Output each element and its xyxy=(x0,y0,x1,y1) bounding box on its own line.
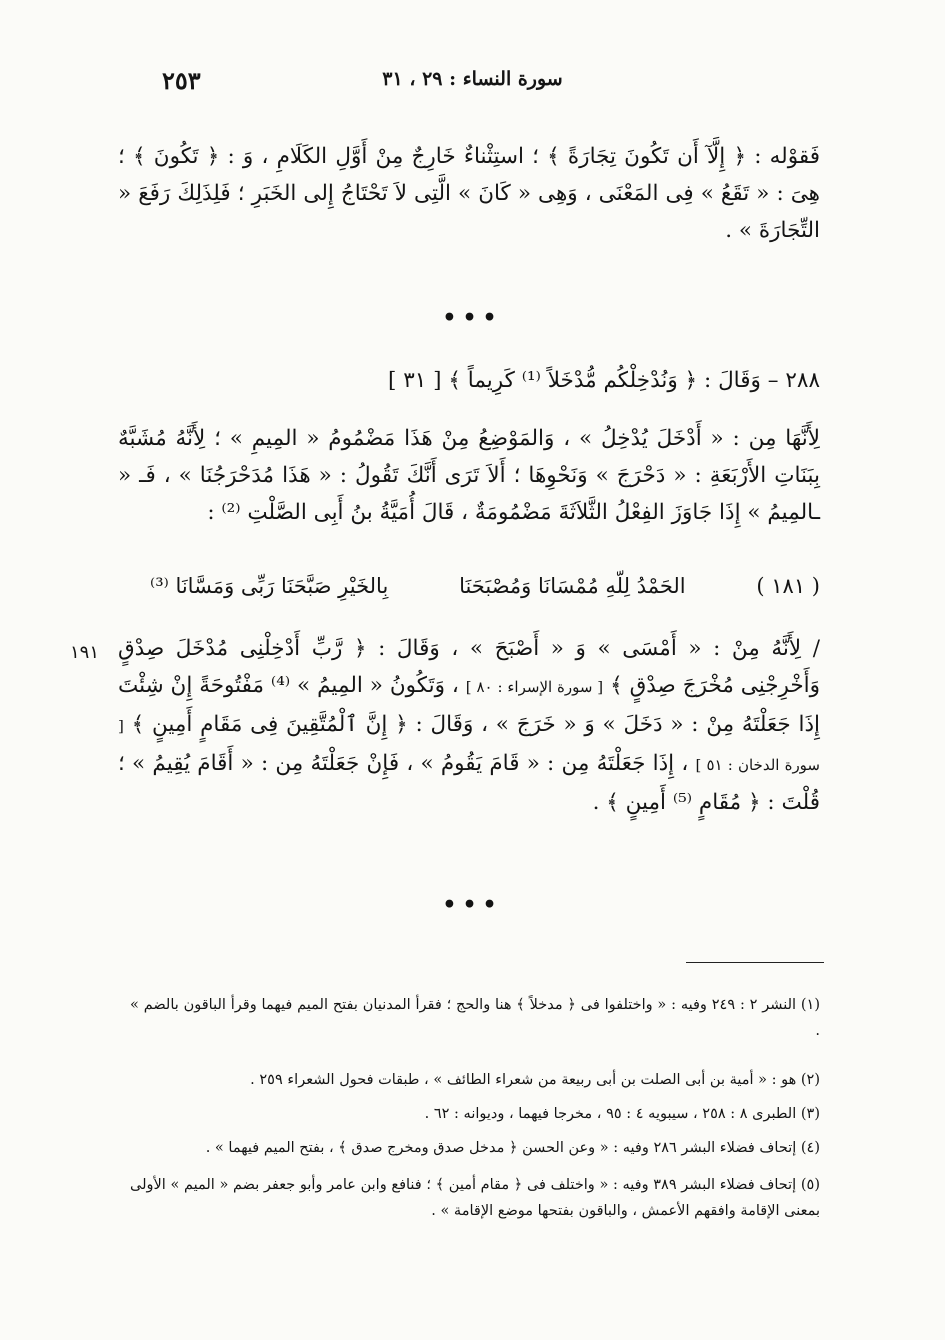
footnote-divider xyxy=(686,962,824,963)
running-head: سورة النساء : ٢٩ ، ٣١ xyxy=(382,68,563,90)
section-separator-2: ••• xyxy=(442,892,503,918)
quran-reference-1: [ سورة الإسراء : ٨٠ ] xyxy=(465,678,604,696)
footnote-5: (٥) إتحاف فضلاء البشر ٣٨٩ وفيه : « واختلف فى ﴿ مقام أمين ﴾ ؛ فنافع وابن عامر وأبو جعفر بضم « الميم » الأولى بمعنى الإقامة وافقهم الأعمش ، والباقون بفتحها موضع الإقامة » . xyxy=(130,1177,820,1219)
paragraph-2: لِأَنَّهَا مِن : « أَدْخَلَ يُدْخِلُ » ، وَالمَوْضِعُ مِنْ هَذَا مَضْمُومُ « المِيمِ » ؛ لِأَنَّهُ مُشَبَّهٌ بِبَنَاتِ الأَرْبَعَةِ : « دَحْرَجَ » وَنَحْوِهَا ؛ أَلاَ تَرَى أَنَّكَ تَقُولُ : « هَذَا مُدَحْرَجُنَا » ، فَـ « ـالمِيمُ » إِذَا جَاوَزَ الفِعْلُ الثَّلاَثَةَ مَضْمُومَةٌ ، قَالَ أُمَيَّةُ بنُ أَبِى الصَّلْتِ ⁽²⁾ : xyxy=(118,426,820,525)
footnote-4: (٤) إتحاف فضلاء البشر ٢٨٦ وفيه : « وعن الحسن ﴿ مدخل صدق ومخرج صدق ﴾ ، بفتح الميم فيهما » . xyxy=(205,1140,820,1156)
page-number: ٢٥٣ xyxy=(162,66,201,95)
footnote-2: (٢) هو : « أمية بن أبى الصلت بن أبى ربيعة من شعراء الطائف » ، طبقات فحول الشعراء ٢٥٩ . xyxy=(250,1072,820,1088)
verse-hemistich-2: بِالخَيْرِ صَبَّحَنَا رَبِّى وَمَسَّانَا ⁽³⁾ xyxy=(150,574,389,598)
verse-number: ( ١٨١ ) xyxy=(756,574,820,598)
verse-hemistich-1: الحَمْدُ لِلّهِ مُمْسَانَا وَمُصْبَحَنَا xyxy=(459,574,686,598)
poem-verse xyxy=(150,574,820,598)
quran-reference-2: [ سورة الدخان : ٥١ ] xyxy=(118,717,820,774)
page-header xyxy=(150,66,795,106)
footnote-1: (١) النشر ٢ : ٢٤٩ وفيه : « واختلفوا فى ﴿ مدخلاً ﴾ هنا والحج ؛ فقرأ المدنيان بفتح الميم فيهما وقرأ الباقون بالضم » . xyxy=(130,997,820,1039)
paragraph-3 xyxy=(118,630,820,821)
entry-text: وَقَالَ : ﴿ وَنُدْخِلْكُم مُّدْخَلاً ⁽¹⁾ كَرِيماً ﴾ [ ٣١ ] xyxy=(387,368,761,393)
section-separator: ••• xyxy=(442,305,503,331)
entry-heading xyxy=(118,362,820,399)
margin-number: ١٩١ xyxy=(70,642,100,663)
paragraph-1: فَقوْله : ﴿ إِلَّآ أَن تَكُونَ تِجَارَةً ﴾ ؛ استِثْناءٌ خَارِجٌ مِنْ أَوَّلِ الكَلَامِ ، وَ : ﴿ تَكُونَ ﴾ ؛ هِىَ : « تَقَعُ » فِى المَعْنَى ، وَهِى « كَانَ » الَّتِى لاَ تَحْتَاجُ إِلى الخَبَرِ ؛ فَلِذَلِكَ رَفَعَ « التِّجَارَةَ » . xyxy=(118,144,820,243)
paragraph-3-part-3: ، إِذَا جَعَلْتَهُ مِن : « قَامَ يَقُومُ » ، فَإِنْ جَعَلْتَهُ مِن : « أَقَامَ يُقِيمُ » ؛ قُلْتَ : ﴿ مُقَامٍ ⁽⁵⁾ أَمِينٍ ﴾ . xyxy=(118,751,820,815)
entry-number: ٢٨٨ – xyxy=(767,368,820,393)
paragraph-3-part-1: / لِأَنَّهُ مِنْ : « أَمْسَى » وَ « أَصْبَحَ » ، وَقَالَ : ﴿ رَّبِّ أَدْخِلْنِى مُدْخَلَ صِدْقٍ وَأَخْرِجْنِى مُخْرَجَ صِدْقٍ ﴾ xyxy=(118,636,820,698)
paragraph-3-part-2: ، وَتَكُونُ « المِيمُ » ⁽⁴⁾ مَفْتُوحَةً إِنْ شِئْتَ إِذَا جَعَلْتَهُ مِنْ : « دَخَلَ » وَ « خَرَجَ » ، وَقَالَ : ﴿ إِنَّ ٱلْمُتَّقِينَ فِى مَقَامٍ أَمِينٍ ﴾ xyxy=(118,673,820,737)
footnote-3: (٣) الطبرى ٨ : ٢٥٨ ، سيبويه ٤ : ٩٥ ، مخرجا فيهما ، وديوانه : ٦٢ . xyxy=(424,1106,820,1122)
